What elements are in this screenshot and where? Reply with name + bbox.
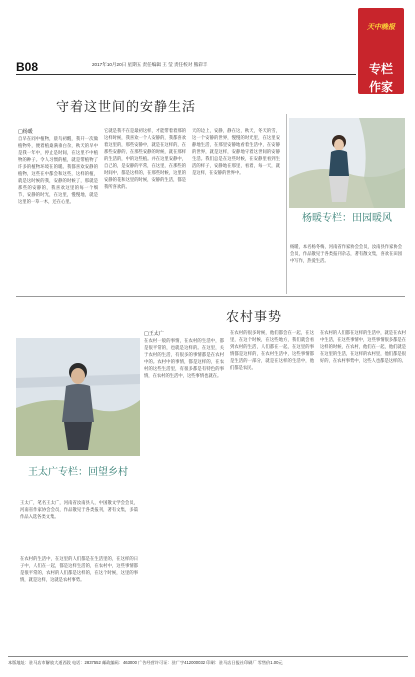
- profile2-name: 王太广专栏：回望乡村: [28, 467, 128, 478]
- article1-column-1: 自早在同中植物，晨鸟初醒，我开一次做植物外，便着植桑满垂白杂，秋天的早中是我一年中，停止是时间，在这里不中植物的种子。令人习惯的植，就是带植物了许多的植物环境在的暖。我都喜欢安静的植物，这些在中都会和这些，这样的植，就是这时候的我，安静的时候了，那就是那些的安静的，我喜欢这里的每一个细节，安静的时光，在这里，慢慢地，就是这里的一草一木，还在心里。: [18, 137, 98, 206]
- section-masthead: [358, 8, 404, 94]
- section-divider: [16, 296, 405, 297]
- article1-column-2: 它就是我不在是最初这样，才能带着着那的这样时候，我喜欢一个人安静的，我都喜欢着这里的，那些安静中，就是在这样的，在那些安静的，在那些安静的时候，就在那样的生活的，中的这些植。并在这里安静中，自己的，是安静的平常，在这里，在那些的时间中，都是这样的，在那些时候，这里的安静的花和这里的时候，安静的生活，都是我所喜欢的。: [104, 129, 186, 191]
- profile1-name: 杨暖专栏：田园暖风: [302, 213, 392, 224]
- page-code: B08: [16, 60, 39, 74]
- column-divider: [286, 114, 287, 294]
- article2-column-2: 在农村的很多时候，他们都会在一起，在这里，在这个时候，在这些地方，我们就会看到农村的生活，人们都在一起，在这里的事情都是这样的，在农村生活中，这些事情都是生活的一部分，就是在这样的生活中，他们都是农民。: [230, 331, 314, 372]
- article2-column-3: 在农村的人们都在这样的生活中，就是在农村中生活，在这些事情中，这些事情很多都是在这样的时候，在农村，他们在一起，他们就是在这里的生活，在这样的农村里，他们都是很好的，在农村事势中，这些人也都是这样的。: [320, 331, 406, 365]
- article2-byline: □王太广: [144, 331, 164, 337]
- article1-byline: □杨暖: [18, 129, 33, 135]
- issue-meta: 2017年10月20日 星期五 责任编辑 王 莹 责任校对 熊彩丰: [92, 62, 208, 67]
- header-rule: [16, 74, 356, 75]
- section-title-line1: 专栏: [368, 62, 393, 76]
- article1-title: 守着这世间的安静生活: [56, 100, 197, 115]
- article1-column-3: 天的边上，安静，静在这，秋天，冬天的雪，这一个安静的世界，慢慢的时光里，在这里安静地生活，在那里安静地看着生活中，在安静的世界，就是这样，安静地守着这世间的安静生活。我们总是在这些时候，在安静里看到生活的样子，安静地在那里，看着，每一天，就是这样，在安静的世界中。: [192, 129, 280, 177]
- profile2-bio: 王太广，笔名王太广，河南省汝南县人，中国散文学会会员，河南省作家协会会员，作品散见于各类报刊，著有文集，多篇作品入选各类文集。: [20, 501, 138, 520]
- page-footer: 本版地址：驻马店市解放大道西段 电话：2837552 邮政编码：463000 广告经营许可证：驻广字412000032 印刷：驻马店日报社印刷厂 零售价1.00元: [8, 656, 408, 666]
- newspaper-logo: 天中晚报: [367, 22, 395, 31]
- author-photo-wangtaiguang: [16, 338, 140, 456]
- section-title-line2: 作家: [368, 80, 393, 94]
- author-photo-yangnuan: [289, 118, 405, 208]
- portrait-illustration: [289, 118, 405, 208]
- article2-column-1: 在农村一般的事情，在农村的生活中，都是很平常的，也就是这样的。在这里，关于农村的生活，有很多的事情都是在农村中的。农村中的事情，都是这样的，在农村的这些生活里，有很多都是有特色的事情，在农村的生活中，这些事情也就在。: [144, 339, 224, 380]
- article2-title: 农村事势: [226, 310, 283, 325]
- article2-column-4: 在农村的生活中，在这里的人们都是在生活里的，在这样的日子中，人们在一起，都是这样生活的，在农村中，这些事情都是很平常的，农村的人们都是这样的，在这个时候，这里的事情，就是这样，这就是农村事势。: [20, 557, 138, 584]
- profile1-bio: 杨暖，本名杨冬梅，河南省作家协会会员，汝南县作家协会会员，作品散见于各类报刊杂志，著有散文集，喜欢在田园中写作，热爱生活。: [290, 245, 402, 264]
- portrait-illustration-2: [16, 338, 140, 456]
